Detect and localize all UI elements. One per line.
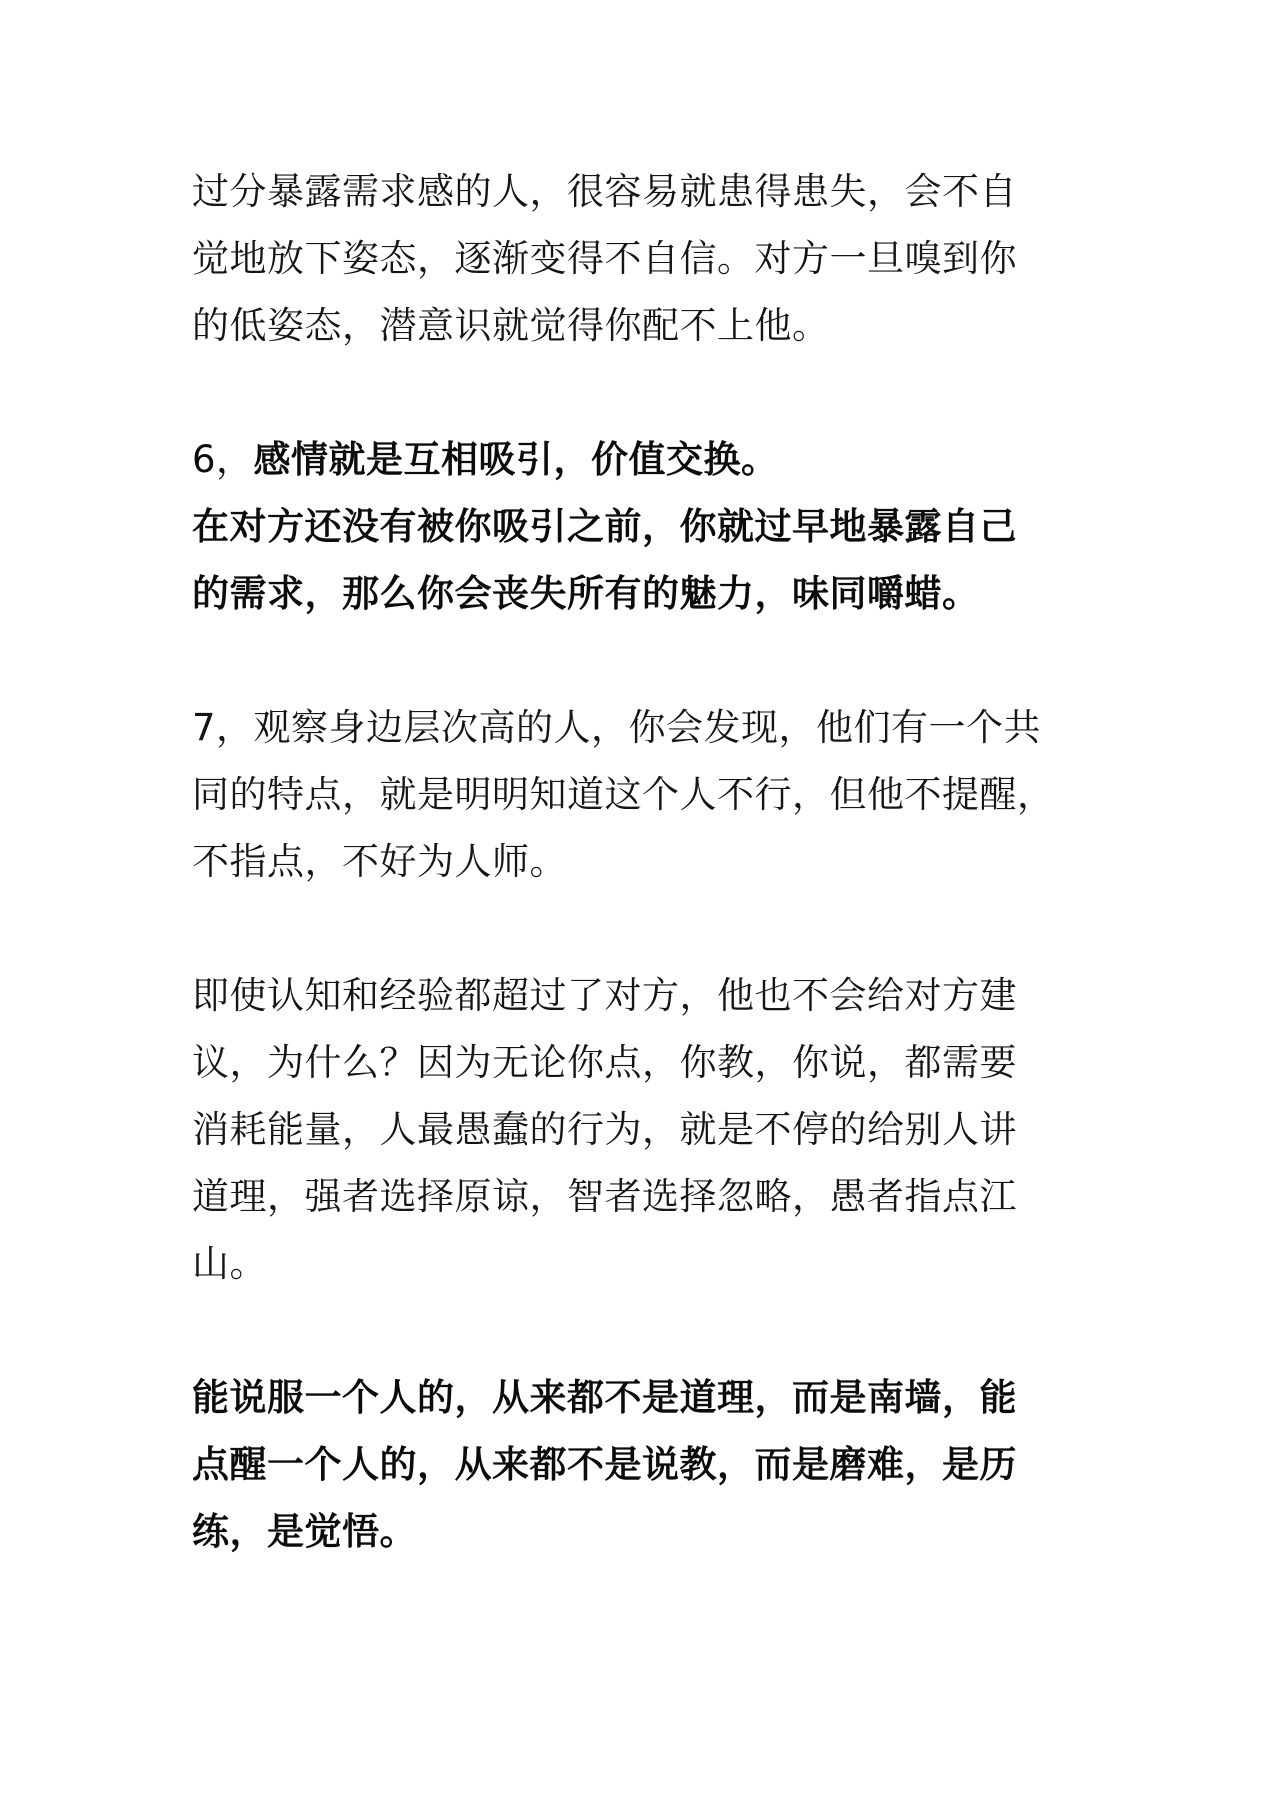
text-line: 的低姿态，潜意识就觉得你配不上他。	[192, 304, 830, 347]
text-line: 即使认知和经验都超过了对方，他也不会给对方建	[192, 974, 1017, 1017]
text-line: 议，为什么？因为无论你点，你教，你说，都需要	[192, 1041, 1017, 1084]
text-line: 7，观察身边层次高的人，你会发现，他们有一个共	[192, 706, 1042, 749]
paragraph-conclusion	[192, 1364, 1082, 1565]
text-line: 点醒一个人的，从来都不是说教，而是磨难，是历	[192, 1443, 1017, 1486]
text-line: 不指点，不好为人师。	[192, 840, 567, 883]
document-body	[192, 158, 1082, 1632]
text-line: 觉地放下姿态，逐渐变得不自信。对方一旦嗅到你	[192, 237, 1017, 280]
text-line: 消耗能量，人最愚蠢的行为，就是不停的给别人讲	[192, 1108, 1017, 1151]
text-line: 同的特点，就是明明知道这个人不行，但他不提醒，	[192, 773, 1055, 816]
text-line	[192, 426, 1082, 493]
text-line: 练，是觉悟。	[192, 1510, 417, 1553]
text-line: 能说服一个人的，从来都不是道理，而是南墙，能	[192, 1376, 1017, 1419]
text-line: 的需求，那么你会丧失所有的魅力，味同嚼蜡。	[192, 572, 980, 615]
paragraph-need-exposure	[192, 158, 1082, 359]
text-line: 在对方还没有被你吸引之前，你就过早地暴露自己	[192, 505, 1017, 548]
point-heading: 感情就是互相吸引，价值交换。	[253, 438, 779, 481]
paragraph-advice	[192, 962, 1082, 1297]
paragraph-point-6	[192, 426, 1082, 627]
text-line: 道理，强者选择原谅，智者选择忽略，愚者指点江	[192, 1175, 1017, 1218]
point-number: 6，	[192, 438, 254, 481]
text-line: 过分暴露需求感的人，很容易就患得患失，会不自	[192, 170, 1017, 213]
paragraph-point-7	[192, 694, 1082, 895]
text-line: 山。	[192, 1242, 267, 1285]
